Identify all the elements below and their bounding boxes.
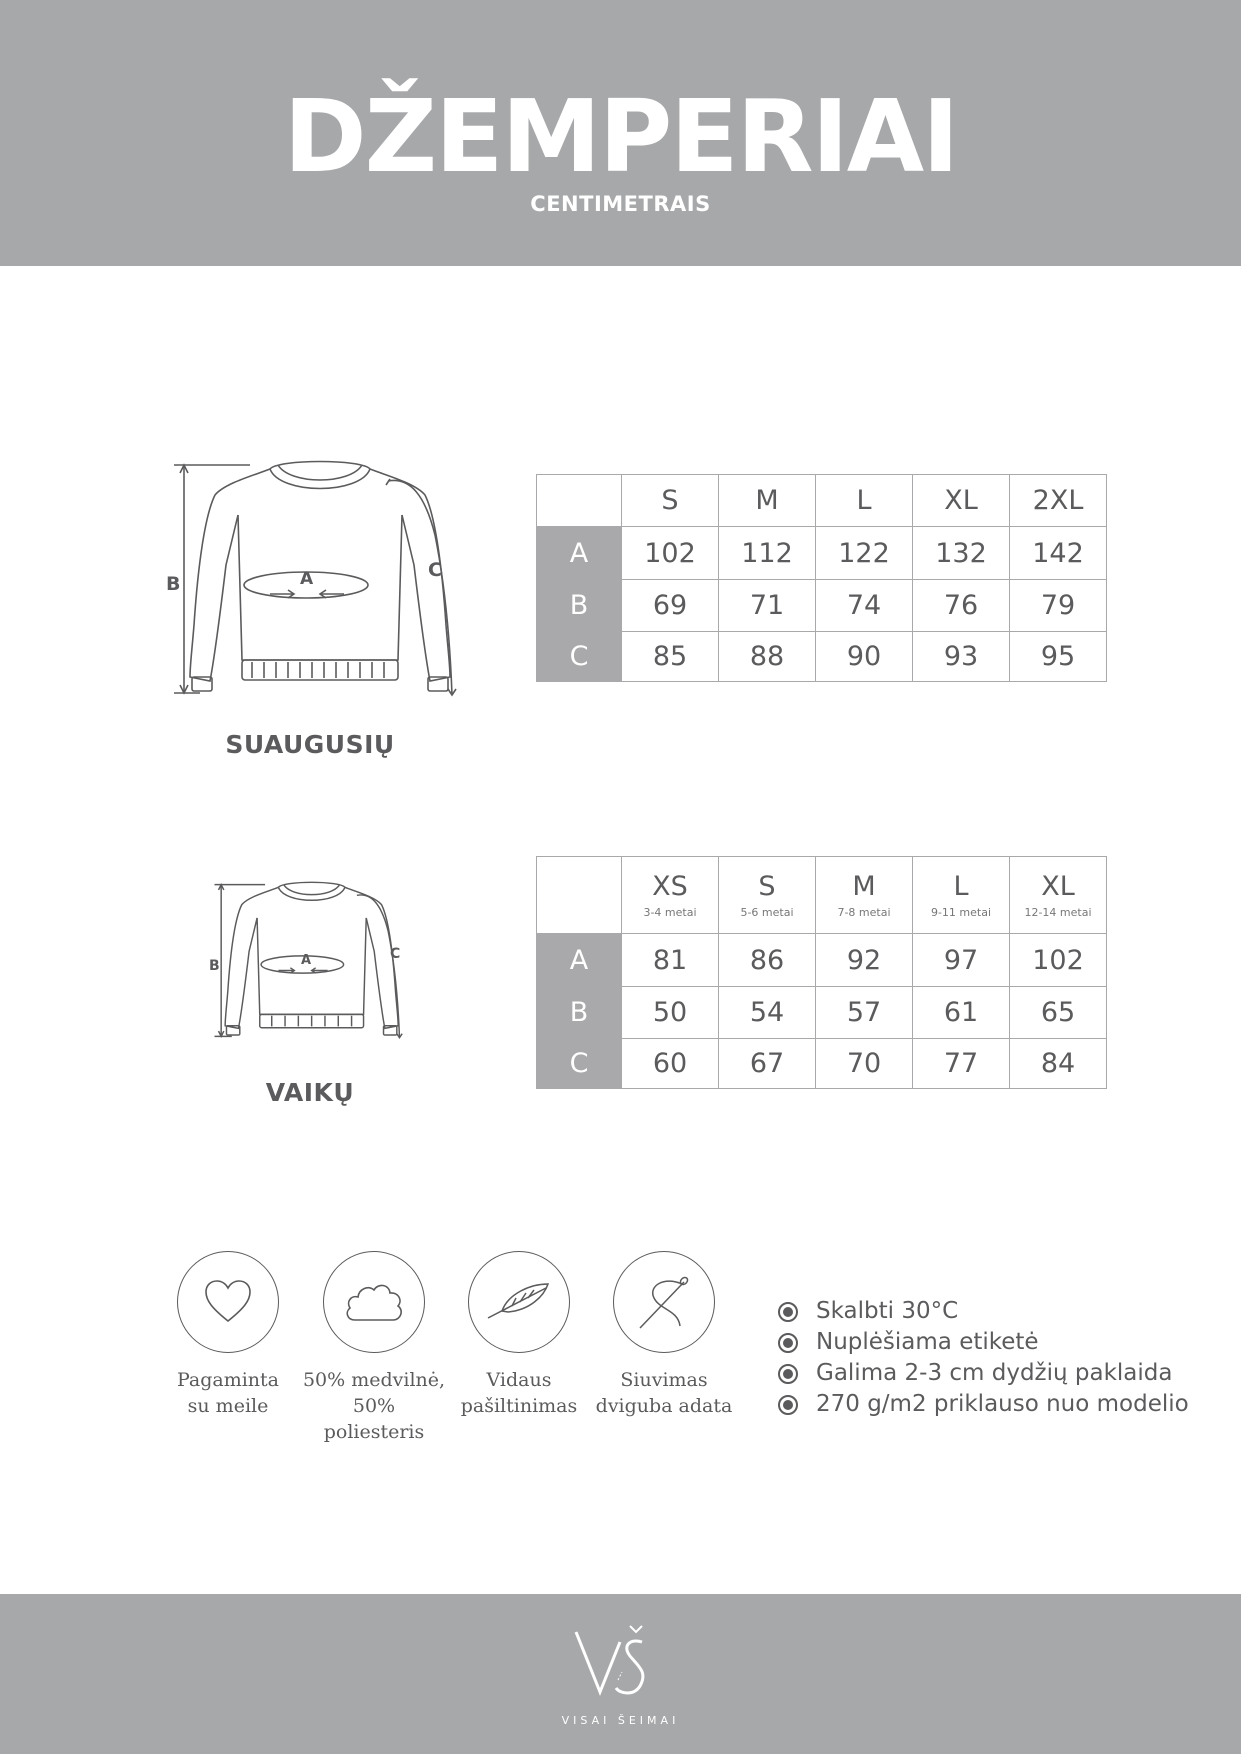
radio-bullet-icon: [778, 1302, 798, 1322]
table-cell: 102: [1010, 934, 1107, 987]
size-header: S: [622, 475, 719, 527]
care-item-double-needle: [594, 1251, 734, 1419]
page-title: DŽEMPERIAI: [283, 78, 958, 195]
table-row: [537, 580, 1107, 632]
age-label: 7-8 metai: [837, 906, 891, 919]
size-header: M: [719, 475, 816, 527]
table-cell: 88: [719, 632, 816, 682]
table-row: [537, 1039, 1107, 1089]
care-label: 50% medvilnė,: [302, 1369, 446, 1391]
table-cell: 50: [622, 987, 719, 1039]
table-cell: 95: [1010, 632, 1107, 682]
radio-bullet-icon: [778, 1395, 798, 1415]
table-cell: 57: [816, 987, 913, 1039]
table-cell: 60: [622, 1039, 719, 1089]
adult-size-table: [536, 474, 1107, 682]
table-cell: 69: [622, 580, 719, 632]
kids-sweatshirt-diagram: [205, 878, 405, 1058]
measure-label-b: B: [209, 958, 220, 974]
row-label: B: [537, 580, 622, 632]
care-label: Siuvimas: [620, 1369, 708, 1391]
table-row: [537, 987, 1107, 1039]
table-cell: 85: [622, 632, 719, 682]
table-row: [537, 934, 1107, 987]
care-label: pašiltinimas: [460, 1395, 578, 1417]
header-band: [0, 0, 1241, 266]
table-row: [537, 632, 1107, 682]
table-cell: 84: [1010, 1039, 1107, 1089]
table-cell: 54: [719, 987, 816, 1039]
size-header: 2XL: [1010, 475, 1107, 527]
feather-icon: [486, 1280, 552, 1324]
table-cell: 92: [816, 934, 913, 987]
table-cell: 102: [622, 527, 719, 580]
table-cell: 61: [913, 987, 1010, 1039]
table-row: [537, 527, 1107, 580]
care-label: dviguba adata: [595, 1395, 733, 1417]
table-cell: 122: [816, 527, 913, 580]
table-cell: 86: [719, 934, 816, 987]
row-label: C: [537, 632, 622, 682]
care-item-material: [300, 1251, 448, 1445]
footer-band: [0, 1594, 1241, 1754]
size-header: XL 12-14 metai: [1010, 857, 1107, 934]
list-item: Skalbti 30°C: [778, 1296, 1189, 1327]
row-label: B: [537, 987, 622, 1039]
needle-icon: [634, 1272, 694, 1332]
table-cell: 71: [719, 580, 816, 632]
table-cell: 74: [816, 580, 913, 632]
table-cell: 70: [816, 1039, 913, 1089]
kids-size-table: [536, 856, 1107, 1089]
table-cell: 90: [816, 632, 913, 682]
size-header: L 9-11 metai: [913, 857, 1010, 934]
page-subtitle: CENTIMETRAIS: [530, 192, 711, 216]
table-cell: 67: [719, 1039, 816, 1089]
adult-caption: SUAUGUSIŲ: [225, 730, 395, 759]
age-label: 12-14 metai: [1024, 906, 1092, 919]
measure-label-a: A: [301, 953, 312, 968]
list-item: Galima 2-3 cm dydžių paklaida: [778, 1358, 1189, 1389]
measure-label-b: B: [166, 573, 181, 595]
kids-caption: VAIKŲ: [265, 1078, 355, 1107]
table-cell: 76: [913, 580, 1010, 632]
age-label: 5-6 metai: [740, 906, 794, 919]
care-item-made-with-love: [158, 1251, 298, 1419]
size-header: L: [816, 475, 913, 527]
care-label: 50% poliesteris: [323, 1395, 425, 1443]
size-header: S 5-6 metai: [719, 857, 816, 934]
size-header: M 7-8 metai: [816, 857, 913, 934]
heart-icon: [203, 1279, 253, 1325]
row-label: A: [537, 934, 622, 987]
care-label: Pagaminta: [176, 1369, 280, 1391]
table-cell: 93: [913, 632, 1010, 682]
table-cell: 81: [622, 934, 719, 987]
adult-sweatshirt-diagram: [160, 455, 460, 715]
measure-label-c: C: [390, 946, 401, 962]
care-label: su meile: [187, 1395, 269, 1417]
table-corner-cell: [537, 475, 622, 527]
size-header: XL: [913, 475, 1010, 527]
table-corner-cell: [537, 857, 622, 934]
age-label: 3-4 metai: [643, 906, 697, 919]
size-header: XS 3-4 metai: [622, 857, 719, 934]
radio-bullet-icon: [778, 1333, 798, 1353]
care-item-insulation: [449, 1251, 589, 1419]
radio-bullet-icon: [778, 1364, 798, 1384]
care-label: Vidaus: [486, 1369, 552, 1391]
measure-label-a: A: [300, 569, 314, 589]
list-item: 270 g/m2 priklauso nuo modelio: [778, 1389, 1189, 1420]
brand-name: VISAI ŠEIMAI: [561, 1714, 680, 1727]
table-cell: 142: [1010, 527, 1107, 580]
measure-label-c: C: [428, 559, 442, 581]
table-cell: 77: [913, 1039, 1010, 1089]
list-item: Nuplėšiama etiketė: [778, 1327, 1189, 1358]
table-cell: 79: [1010, 580, 1107, 632]
table-header-row: [537, 857, 1107, 934]
care-instructions-list: [778, 1296, 1189, 1420]
table-cell: 112: [719, 527, 816, 580]
row-label: A: [537, 527, 622, 580]
age-label: 9-11 metai: [930, 906, 992, 919]
brand-logo: [570, 1620, 670, 1704]
cloud-icon: [343, 1280, 405, 1324]
table-cell: 65: [1010, 987, 1107, 1039]
row-label: C: [537, 1039, 622, 1089]
table-cell: 97: [913, 934, 1010, 987]
table-cell: 132: [913, 527, 1010, 580]
table-header-row: [537, 475, 1107, 527]
